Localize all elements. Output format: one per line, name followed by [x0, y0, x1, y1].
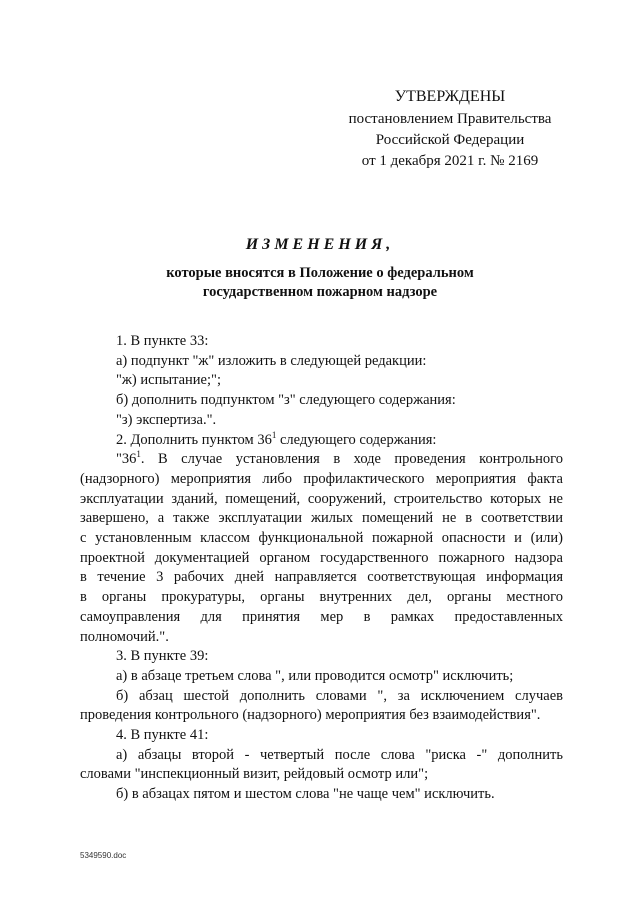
item-2-line-6: проектной документацией органом государственного пожарного надзора [80, 549, 563, 566]
item-2-line-9: самоуправления для принятия мер в рамках предоставленных [80, 608, 563, 625]
item-1b-text: "з) экспертиза.". [116, 411, 217, 428]
item-2-post: следующего содержания: [276, 431, 437, 448]
item-4a-line-2: словами "инспекционный визит, рейдовый осмотр или"; [80, 766, 429, 783]
item-4b: б) в абзацах пятом и шестом слова "не чаще чем" исключить. [116, 786, 495, 803]
document-title: ИЗМЕНЕНИЯ, [245, 236, 395, 253]
item-4a-line-1: а) абзацы второй - четвертый после слова "риска -" дополнить [116, 746, 563, 763]
document-subtitle [0, 264, 640, 302]
item-1a: а) подпункт "ж" изложить в следующей редакции: [116, 352, 427, 369]
approval-block [340, 86, 560, 172]
file-reference: 5349590.doc [80, 851, 127, 860]
item-2-line-4: завершено, а также эксплуатации жилых помещений не в соответствии [80, 510, 563, 527]
document-body [80, 332, 563, 805]
item-2 [80, 431, 563, 451]
item-2-line-7: в течение 3 рабочих дней направляется соответствующая информация [80, 569, 563, 586]
approval-line-1: постановлением Правительства [348, 111, 552, 127]
approval-line-3: от 1 декабря 2021 г. № 2169 [361, 153, 539, 169]
item-2-paragraph [80, 450, 563, 647]
title-block [0, 236, 640, 302]
subtitle-line-2: государственном пожарном надзоре [202, 284, 438, 300]
item-2-line-1 [80, 450, 563, 470]
item-3: 3. В пункте 39: [116, 648, 209, 665]
item-4: 4. В пункте 41: [116, 727, 209, 744]
item-3a: а) в абзаце третьем слова ", или проводится осмотр" исключить; [116, 667, 514, 684]
item-2-line-2: (надзорного) мероприятия либо профилактического мероприятия факта [80, 470, 563, 487]
item-3b-line-1: б) абзац шестой дополнить словами ", за исключением случаев [116, 687, 563, 704]
item-2-sup: 1 [271, 429, 277, 440]
item-2-line-3: эксплуатации зданий, помещений, сооружений, строительство которых не [80, 490, 563, 507]
approval-heading: УТВЕРЖДЕНЫ [394, 88, 506, 105]
approval-line-2: Российской Федерации [375, 132, 525, 148]
item-3b-line-2: проведения контрольного (надзорного) мероприятия без взаимодействия". [80, 707, 541, 724]
item-2-quote-pre: "36 [116, 451, 137, 468]
item-2-pre: 2. Дополнить пунктом 36 [116, 431, 272, 448]
item-1b: б) дополнить подпунктом "з" следующего содержания: [116, 392, 456, 409]
item-1a-text: "ж) испытание;"; [116, 372, 221, 389]
item-1: 1. В пункте 33: [116, 333, 209, 349]
item-2-line-10: полномочий.". [80, 628, 169, 645]
item-2-line-8: в органы прокуратуры, органы внутренних дел, органы местного [80, 589, 563, 606]
subtitle-line-1: которые вносятся в Положение о федеральном [166, 265, 474, 281]
item-2-line-5: с установленным классом функциональной пожарной опасности и (или) [80, 530, 563, 547]
item-2-quote-sup: 1 [136, 449, 141, 460]
item-2-line-1-text: . В случае установления в ходе проведения контрольного [140, 451, 563, 468]
